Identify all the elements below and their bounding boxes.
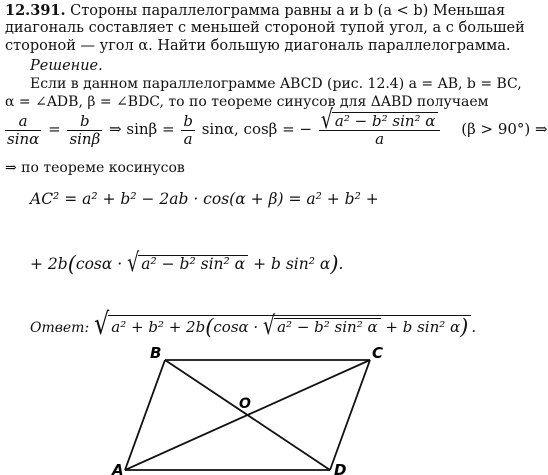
side-ab: [125, 360, 165, 470]
side-cd: [330, 360, 370, 470]
formula-cosines-line-1: AC² = a² + b² − 2ab · cos(α + β) = a² + b² +: [30, 190, 379, 208]
problem-text-1: Стороны параллелограмма равны a и b (a < b) Меньшая: [70, 3, 506, 19]
answer-label: Ответ:: [30, 320, 90, 336]
diagonal-bd: [165, 360, 330, 470]
label-o: O: [239, 396, 251, 412]
problem-line-2: диагональ составляет с меньшей стороной тупой угол, а с большей: [5, 20, 525, 36]
solution-line-3: ⇒ по теореме косинусов: [5, 160, 185, 176]
beta-condition: (β > 90°) ⇒: [461, 120, 548, 138]
sqrt-expression: a² − b² sin² α: [332, 112, 439, 130]
problem-line-3: стороной — угол α. Найти большую диагональ параллелограмма.: [5, 38, 511, 54]
label-b: B: [150, 344, 162, 362]
solution-line-2: α = ∠ADB, β = ∠BDC, то по теореме синусов для ΔABD получаем: [5, 94, 489, 110]
answer-sqrt: a² + b² + 2b(cosα · √ a² − b² sin² α + b sin² α): [108, 315, 471, 336]
formula-sines-mid: ⇒ sinβ =: [109, 120, 175, 138]
formula-sines: $\frac{a}{\sin\alpha}$ = $\frac{b}{\sin\beta}$ ⇒ sinβ = $\frac{b}{a}$ sinα, cosβ = − $\frac{\text{√ a² − b² sin² α}}{a}$ (β > 90°) ⇒: [7, 104, 548, 148]
parallelogram-figure: [0, 340, 527, 475]
formula-sines-tail: sinα, cosβ = −: [201, 120, 313, 138]
solution-heading: Решение.: [30, 58, 103, 74]
formula-cosines-line-2: + 2b(cosα · √ a² − b² sin² α + b sin² α).: [30, 248, 344, 278]
solution-line-1: Если в данном параллелограмме ABCD (рис. 12.4) a = AB, b = BC,: [30, 76, 522, 92]
fraction-b-over-sin-beta: $\frac{b}{\sin\beta}$: [69, 111, 101, 148]
label-c: C: [372, 344, 384, 362]
problem-line-1: [5, 2, 505, 20]
fraction-a-over-sin-alpha: $\frac{a}{\sin\alpha}$: [7, 111, 40, 148]
sqrt-expression-2: a² − b² sin² α: [138, 255, 248, 273]
label-a: A: [112, 461, 124, 475]
answer-line: Ответ: √ a² + b² + 2b(cosα · √ a² − b² sin² α + b sin² α) .: [30, 306, 477, 342]
fraction-cos-beta: $\frac{\text{√ a² − b² sin² α}}{a}$: [319, 112, 441, 148]
fraction-b-over-a: $\frac{b}{a}$: [183, 111, 193, 148]
problem-number: 12.391.: [5, 2, 66, 19]
label-d: D: [334, 461, 347, 475]
